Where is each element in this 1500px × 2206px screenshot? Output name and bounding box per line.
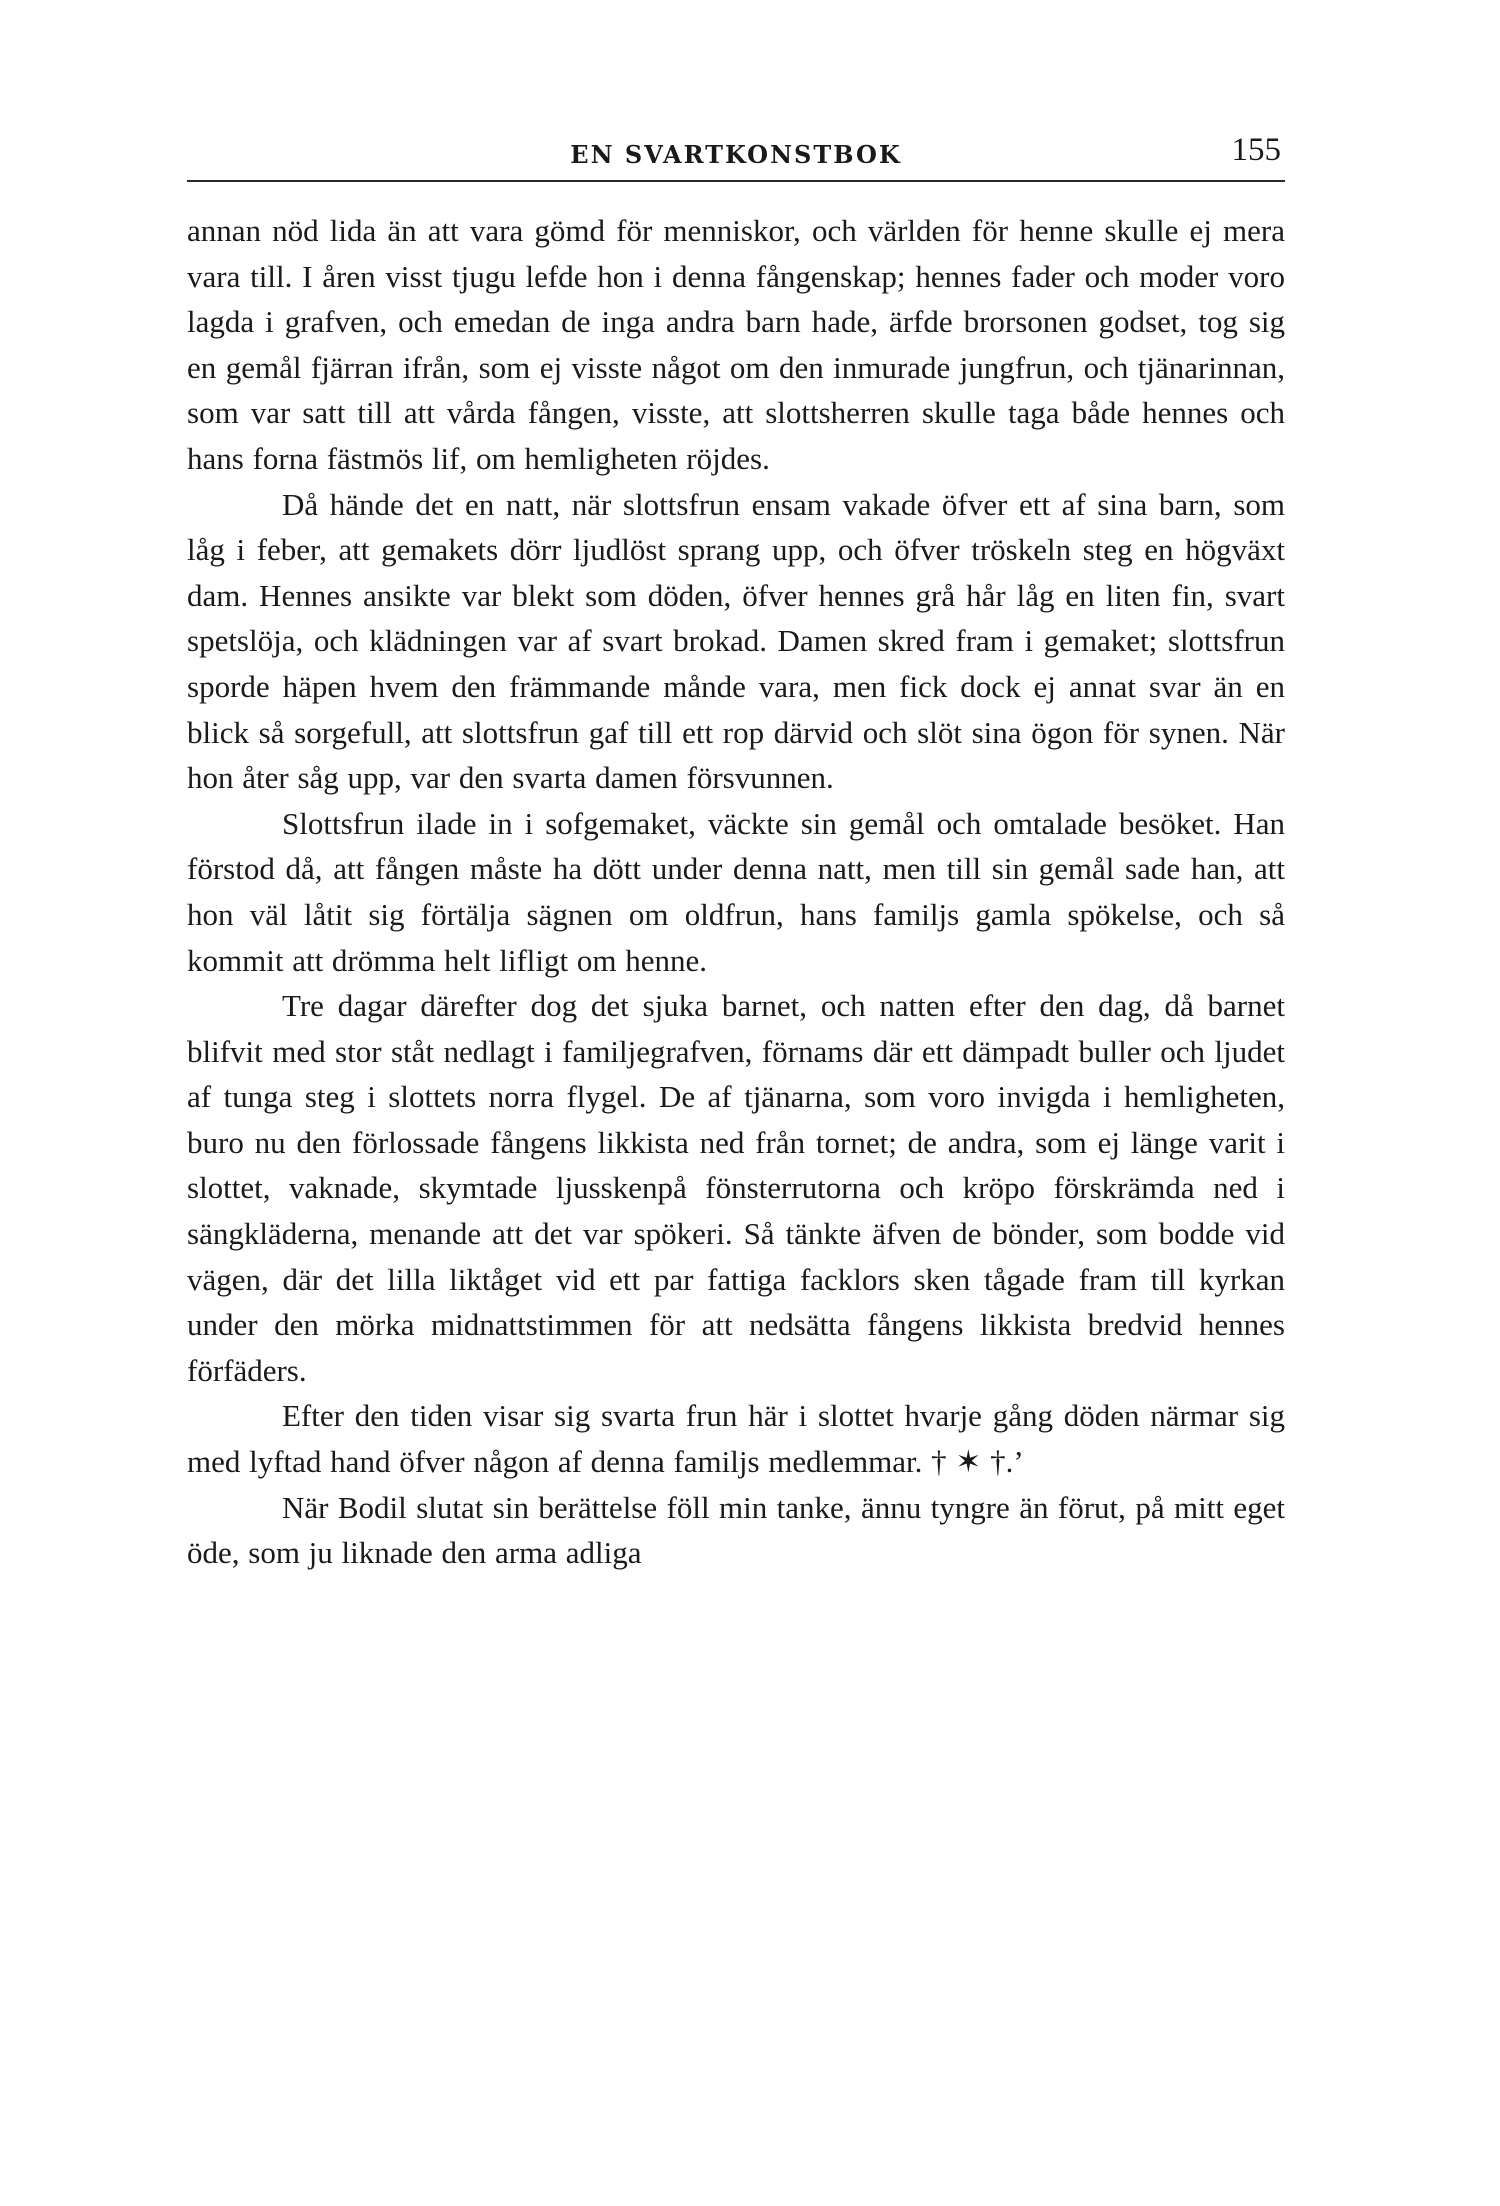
page-header <box>187 132 1285 182</box>
paragraph-continued: annan nöd lida än att vara gömd för menniskor, och världen för henne skulle ej mera vara till. I åren visst tjugu lefde hon i denna fångenskap; hennes fader och moder voro lagda i grafven, och emedan de inga andra barn hade, ärfde brorsonen godset, tog sig en gemål fjärran ifrån, som ej visste något om den inmurade jungfrun, och tjänarinnan, som var satt till att vårda fången, visste, att slottsherren skulle taga både hennes och hans forna fästmös lif, om hemligheten röjdes. <box>187 213 1285 476</box>
paragraph: Då hände det en natt, när slottsfrun ensam vakade öfver ett af sina barn, som låg i feber, att gemakets dörr ljudlöst sprang upp, och öfver tröskeln steg en högväxt dam. Hennes ansikte var blekt som döden, öfver hennes grå hår låg en liten fin, svart spetslöja, och klädningen var af svart brokad. Damen skred fram i gemaket; slottsfrun sporde häpen hvem den främmande månde vara, men fick dock ej annat svar än en blick så sorgefull, att slottsfrun gaf till ett rop därvid och slöt sina ögon för synen. När hon åter såg upp, var den svarta damen försvunnen. <box>187 486 1285 796</box>
paragraph: När Bodil slutat sin berättelse föll min tanke, ännu tyngre än förut, på mitt eget öde, som ju liknade den arma adliga <box>187 1489 1285 1571</box>
paragraph: Efter den tiden visar sig svarta frun här i slottet hvarje gång döden närmar sig med lyftad hand öfver någon af denna familjs medlemmar. † ✶ †.’ <box>187 1398 1285 1480</box>
paragraph: Slottsfrun ilade in i sofgemaket, väckte sin gemål och omtalade besöket. Han förstod då, att fången måste ha dött under denna natt, men till sin gemål sade han, att hon väl låtit sig förtälja sägnen om oldfrun, hans familjs gamla spökelse, och så kommit att drömma helt lifligt om henne. <box>187 805 1285 978</box>
paragraph: Tre dagar därefter dog det sjuka barnet, och natten efter den dag, då barnet blifvit med stor ståt nedlagt i familjegrafven, förnams där ett dämpadt buller och ljudet af tunga steg i slottets norra flygel. De af tjänarna, som voro invigda i hemligheten, buro nu den förlossade fångens likkista ned från tornet; de andra, som ej länge varit i slottet, vaknade, skymtade ljusskenpå fönsterrutorna och kröpo förskrämda ned i sängkläderna, menande att det var spökeri. Så tänkte äfven de bönder, som bodde vid vägen, där det lilla liktåget vid ett par fattiga facklors sken tågade fram till kyrkan under den mörka midnattstimmen för att nedsätta fångens likkista bredvid hennes förfäders. <box>187 988 1285 1388</box>
running-title: EN SVARTKONSTBOK <box>570 140 902 169</box>
book-page <box>187 132 1285 1576</box>
page-number: 155 <box>1231 132 1281 168</box>
body-text <box>187 208 1285 1576</box>
